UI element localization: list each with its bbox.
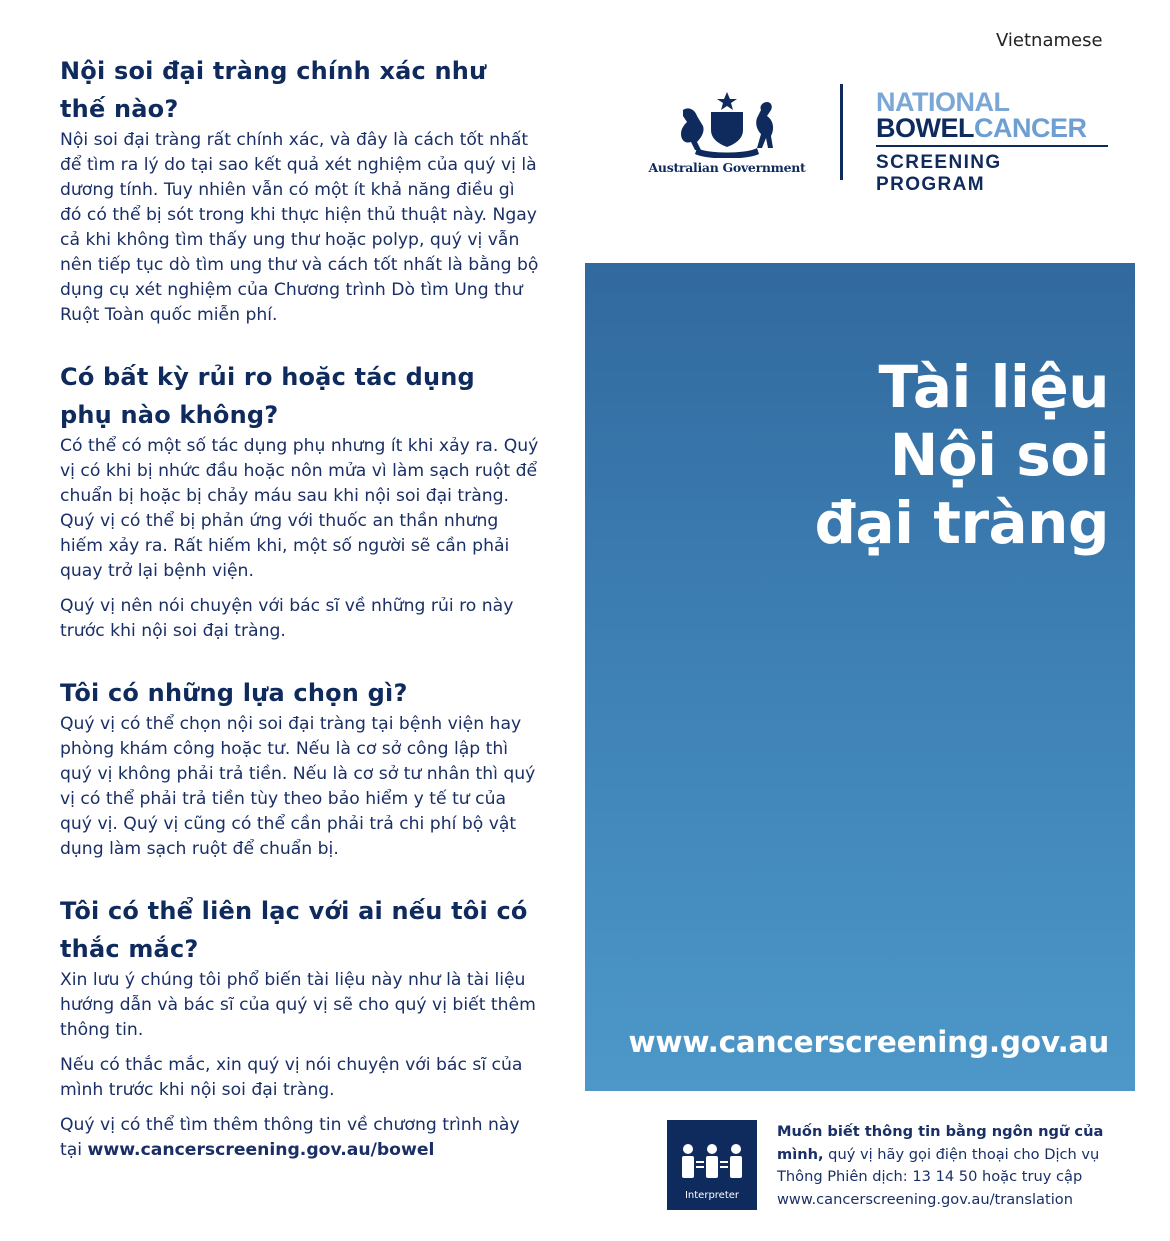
- program-logo-rule: [876, 145, 1108, 147]
- section-paragraph: Quý vị nên nói chuyện với bác sĩ về những rủi ro này trước khi nội soi đại tràng.: [60, 596, 514, 641]
- section-heading: [60, 674, 540, 712]
- section-paragraph: [60, 1113, 540, 1163]
- section-paragraph: Nội soi đại tràng rất chính xác, và đây là cách tốt nhất để tìm ra lý do tại sao kết quả xét nghiệm của quý vị là dương tính. Tuy nhiên vẫn có một ít khả năng điều gì đó có thể bị sót trong khi thực hiện thủ thuật này. Ngay cả khi không tìm thấy ung thư hoặc polyp, quý vị vẫn nên tiếp tục dò tìm ung thư và cách tốt nhất là bằng bộ dụng cụ xét nghiệm của Chương trình Dò tìm Ung thư Ruột Toàn quốc miễn phí.: [60, 130, 539, 325]
- program-logo-bowel: BOWEL: [876, 113, 974, 143]
- program-logo-bowel-cancer: [876, 115, 1112, 141]
- section-risks: [60, 358, 540, 644]
- heading-line: phụ nào không?: [60, 401, 279, 429]
- section-heading: [60, 52, 540, 128]
- hero-panel: [585, 263, 1135, 1091]
- title-line: đại tràng: [814, 489, 1109, 557]
- title-line: Nội soi: [889, 421, 1109, 489]
- section-heading: [60, 358, 540, 434]
- title-line: Tài liệu: [878, 353, 1109, 421]
- language-label: Vietnamese: [996, 30, 1103, 51]
- section-heading: [60, 892, 540, 968]
- heading-line: thế nào?: [60, 95, 179, 123]
- interpreter-icon-label: Interpreter: [684, 1190, 740, 1201]
- program-logo: [876, 89, 1112, 196]
- section-accuracy: [60, 52, 540, 328]
- left-column: [60, 52, 540, 1193]
- heading-line: thắc mắc?: [60, 935, 199, 963]
- interpreter-info-bold: Muốn biết thông tin bằng ngôn ngữ của mình,: [777, 1123, 1104, 1163]
- heading-line: Nội soi đại tràng chính xác như: [60, 57, 487, 85]
- bowel-info-link[interactable]: www.cancerscreening.gov.au/bowel: [87, 1140, 435, 1160]
- australian-government-logo: [642, 90, 812, 180]
- heading-line: Tôi có những lựa chọn gì?: [60, 679, 408, 707]
- heading-line: Có bất kỳ rủi ro hoặc tác dụng: [60, 363, 475, 391]
- section-paragraph: Nếu có thắc mắc, xin quý vị nói chuyện với bác sĩ của mình trước khi nội soi đại tràng.: [60, 1055, 523, 1100]
- program-logo-national: NATIONAL: [876, 87, 1010, 117]
- interpreter-icon: [667, 1120, 757, 1210]
- logo-divider: [840, 84, 843, 180]
- section-paragraph: Có thể có một số tác dụng phụ nhưng ít khi xảy ra. Quý vị có khi bị nhức đầu hoặc nôn mửa vì làm sạch ruột để chuẩn bị hoặc bị chảy máu sau khi nội soi đại tràng. Quý vị có thể bị phản ứng với thuốc an thần nhưng hiếm xảy ra. Rất hiếm khi, một số người sẽ cần phải quay trở lại bệnh viện.: [60, 436, 539, 581]
- document-title: [814, 353, 1109, 557]
- section-paragraph: Quý vị có thể chọn nội soi đại tràng tại bệnh viện hay phòng khám công hoặc tư. Nếu là cơ sở công lập thì quý vị không phải trả tiền. Nếu là cơ sở tư nhân thì quý vị có thể phải trả tiền tùy theo bảo hiểm y tế tư của quý vị. Quý vị cũng có thể cần phải trả chi phí bộ vật dụng làm sạch ruột để chuẩn bị.: [60, 714, 536, 859]
- section-options: [60, 674, 540, 862]
- hero-website-link[interactable]: www.cancerscreening.gov.au: [628, 1025, 1109, 1059]
- interpreter-info: [777, 1121, 1137, 1211]
- heading-line: Tôi có thể liên lạc với ai nếu tôi có: [60, 897, 528, 925]
- paragraph-text: Quý vị có thể tìm thêm thông tin về chương trình này tại: [60, 1115, 520, 1160]
- interpreter-info-text: quý vị hãy gọi điện thoại cho Dịch vụ Thông Phiên dịch: 13 14 50 hoặc truy cập www.cancerscreening.gov.au/translation: [777, 1145, 1100, 1208]
- section-contact: [60, 892, 540, 1163]
- government-name: Australian Government: [648, 160, 806, 175]
- section-paragraph: Xin lưu ý chúng tôi phổ biến tài liệu này như là tài liệu hướng dẫn và bác sĩ của quý vị sẽ cho quý vị biết thêm thông tin.: [60, 970, 536, 1040]
- program-logo-screening: SCREENING PROGRAM: [876, 152, 1002, 195]
- program-logo-cancer: CANCER: [974, 113, 1087, 143]
- coat-of-arms-icon: [667, 90, 787, 158]
